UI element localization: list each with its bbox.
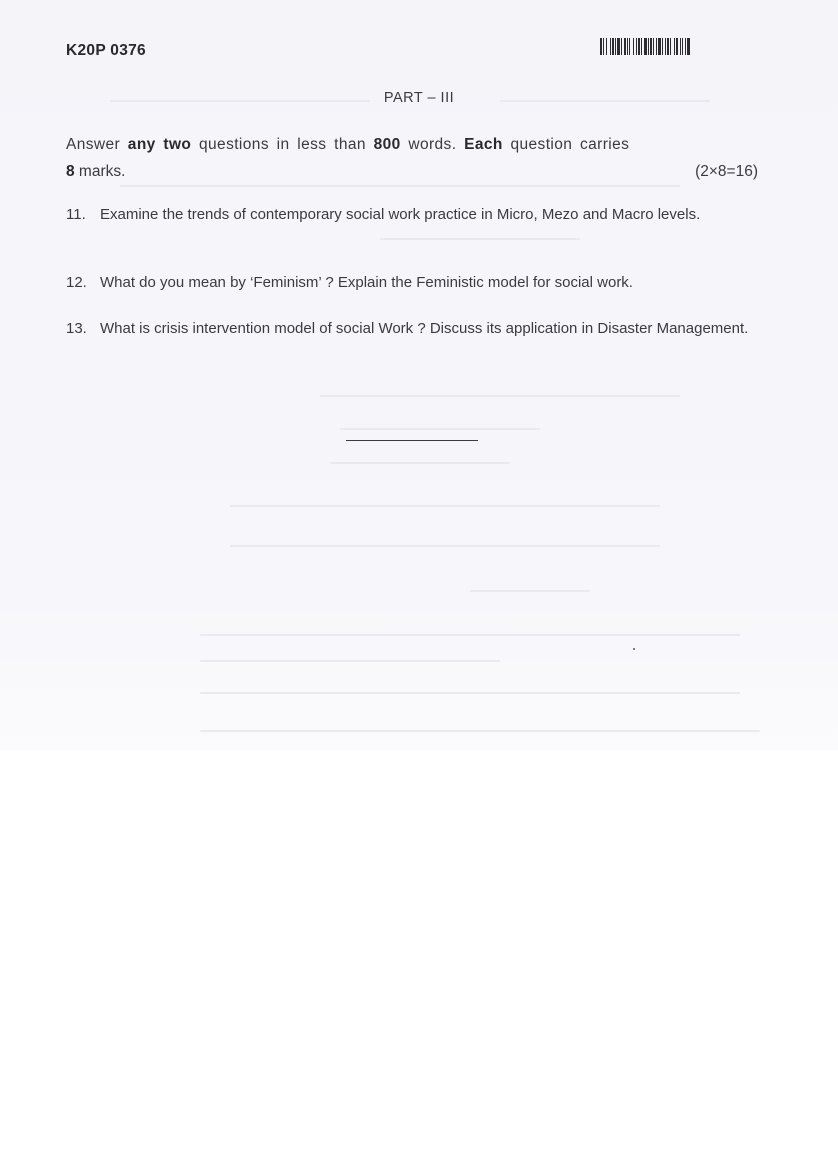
- end-rule: [346, 440, 478, 441]
- part-title: PART – III: [383, 90, 455, 106]
- question-number: 11.: [66, 206, 86, 223]
- question-text: What is crisis intervention model of social Work ? Discuss its application in Disaster Management.: [100, 320, 749, 337]
- barcode: [600, 38, 758, 55]
- question-number: 12.: [66, 274, 87, 291]
- emphasis-word-limit: 800: [373, 136, 401, 153]
- instructions: [66, 131, 758, 185]
- question-13: [66, 315, 758, 342]
- emphasis-any-two: any two: [127, 136, 192, 153]
- question-number: 13.: [66, 320, 87, 337]
- question-text: What do you mean by ‘Feminism’ ? Explain the Feministic model for social work.: [100, 274, 633, 291]
- emphasis-each: Each: [464, 136, 503, 153]
- emphasis-marks-count: 8: [66, 163, 75, 180]
- paper-code: K20P 0376: [66, 42, 146, 59]
- instructions-line-2: 8 marks. (2×8=16): [66, 158, 758, 185]
- question-text: Examine the trends of contemporary social work practice in Micro, Mezo and Macro levels.: [100, 206, 701, 223]
- question-12: [66, 269, 758, 296]
- marks-allocation: (2×8=16): [695, 163, 758, 180]
- scan-speck: [633, 648, 635, 650]
- instructions-line-1: Answer any two questions in less than 800 words. Each question carries: [66, 136, 630, 153]
- question-11: [66, 201, 758, 228]
